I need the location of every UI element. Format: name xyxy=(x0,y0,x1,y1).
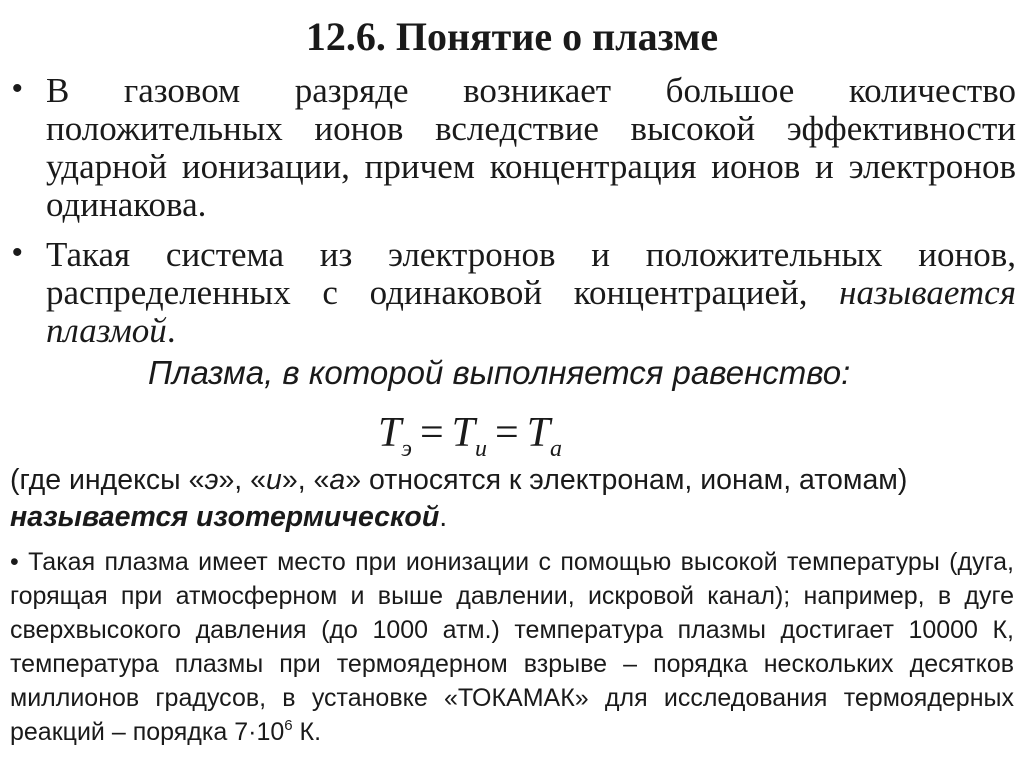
where-text: » относятся к электронам, ионам, атомам) xyxy=(345,464,908,496)
plasma-condition-line: Плазма, в которой выполняется равенство: xyxy=(148,354,851,391)
formula-t: T xyxy=(451,410,475,456)
isothermal-term: называется изотермической xyxy=(10,501,440,533)
bullet-paragraph-3 xyxy=(10,545,1014,749)
formula-sub-a: а xyxy=(550,436,563,462)
where-text: », « xyxy=(218,464,266,496)
index-explanation xyxy=(10,462,1014,536)
where-index-a: а xyxy=(329,464,346,496)
bullet-1-text: В газовом разряде возникает большое количество положительных ионов вследствие высокой эффективности ударной ионизации, причем концентрация ионов и электронов одинакова. xyxy=(46,71,1016,224)
exponent: 6 xyxy=(284,717,293,734)
formula-sub-e: э xyxy=(401,436,412,462)
bullet-2-italic: называется плазмой xyxy=(46,273,1016,350)
slide-title: 12.6. Понятие о плазме xyxy=(305,14,719,59)
formula-equals: = xyxy=(495,410,519,456)
bullet-3-text: Такая плазма имеет место при ионизации с помощью высокой температуры (дуга, горящая при атмосферном и выше давлении, искровой канал); например, в дуге сверхвысокого давления (до 1000 атм.) температура плазмы достигает 10000 К, температура плазмы при термоядерном взрыве – порядка нескольких десятков миллионов градусов, в установке «ТОКАМАК» для исследования термоядерных реакций – порядка 7·10 xyxy=(10,548,1014,746)
where-index-i: и xyxy=(266,464,282,496)
formula-t: T xyxy=(378,410,402,456)
bullet-3-end: К. xyxy=(292,718,322,746)
bullet-paragraph-2 xyxy=(46,236,1016,350)
bullet-2-text: Такая система из электронов и положительных ионов, распределенных с одинаковой концентрацией, xyxy=(46,235,1016,312)
where-index-e: э xyxy=(204,464,219,496)
where-text: (где индексы « xyxy=(10,464,205,496)
bullet-paragraph-1 xyxy=(46,72,1016,224)
formula-t: T xyxy=(526,410,551,456)
bullet-marker: • xyxy=(12,72,23,105)
formula-equals: = xyxy=(419,410,444,456)
where-text: », « xyxy=(281,464,330,496)
bullet-2-end: . xyxy=(166,311,176,350)
bullet-marker: • xyxy=(12,236,23,269)
formula-sub-i: и xyxy=(475,436,487,462)
bullet-marker-small: • xyxy=(10,548,19,576)
where-text: . xyxy=(439,501,448,533)
